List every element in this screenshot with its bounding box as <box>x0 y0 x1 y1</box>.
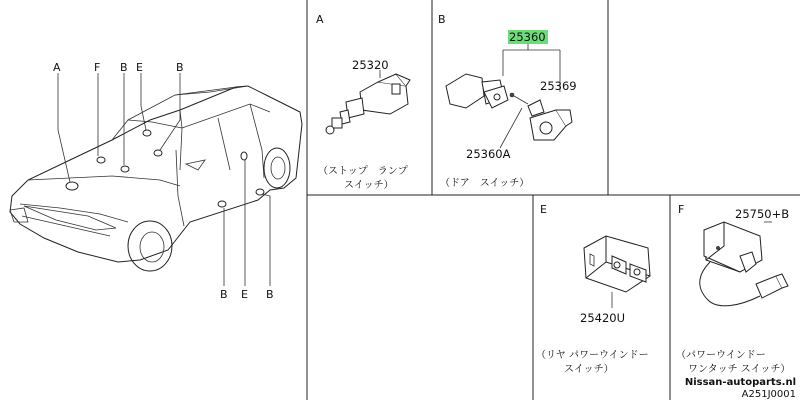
callout-f: F <box>94 61 101 74</box>
caption-line-2: スイッチ） <box>564 364 614 375</box>
part-number: 25369 <box>540 79 577 93</box>
rear-window-switch-drawing <box>584 236 650 292</box>
panel-e <box>536 203 650 375</box>
callout-b: B <box>176 61 184 74</box>
part-number: 25750+B <box>735 207 790 221</box>
panel-b <box>438 13 577 189</box>
callout-a: A <box>53 61 61 74</box>
panel-a <box>316 13 410 191</box>
caption-line-1: （リヤ パワーウインドー <box>536 350 649 361</box>
callout-b: B <box>120 61 128 74</box>
callout-e: E <box>136 61 143 74</box>
part-number: 25360A <box>466 147 511 161</box>
caption-line-2: ワンタッチ スイッチ） <box>688 364 791 375</box>
callout-e: E <box>241 288 248 301</box>
panel-letter: F <box>678 203 685 216</box>
caption-line-1: （パワーウインドー <box>676 350 766 361</box>
callout-b: B <box>266 288 274 301</box>
panel-letter: A <box>316 13 324 26</box>
panel-letter: E <box>540 203 547 216</box>
part-number: 25320 <box>352 58 389 72</box>
part-number: 25420U <box>580 311 626 325</box>
caption-line-1: （ドア スイッチ） <box>440 178 530 189</box>
panel-f <box>676 203 790 375</box>
car-drawing <box>10 73 302 286</box>
part-number: 25360 <box>509 30 546 44</box>
diagram-code: A251J0001 <box>741 389 796 400</box>
caption-line-2: スイッチ） <box>344 180 394 191</box>
caption-line-1: （ストップ ランプ <box>318 166 408 177</box>
stop-lamp-switch-drawing <box>326 74 410 134</box>
site-watermark: Nissan-autoparts.nl <box>684 377 796 388</box>
footer <box>685 377 796 400</box>
callout-b: B <box>220 288 228 301</box>
panel-letter: B <box>438 13 446 26</box>
one-touch-switch-drawing <box>700 222 788 306</box>
